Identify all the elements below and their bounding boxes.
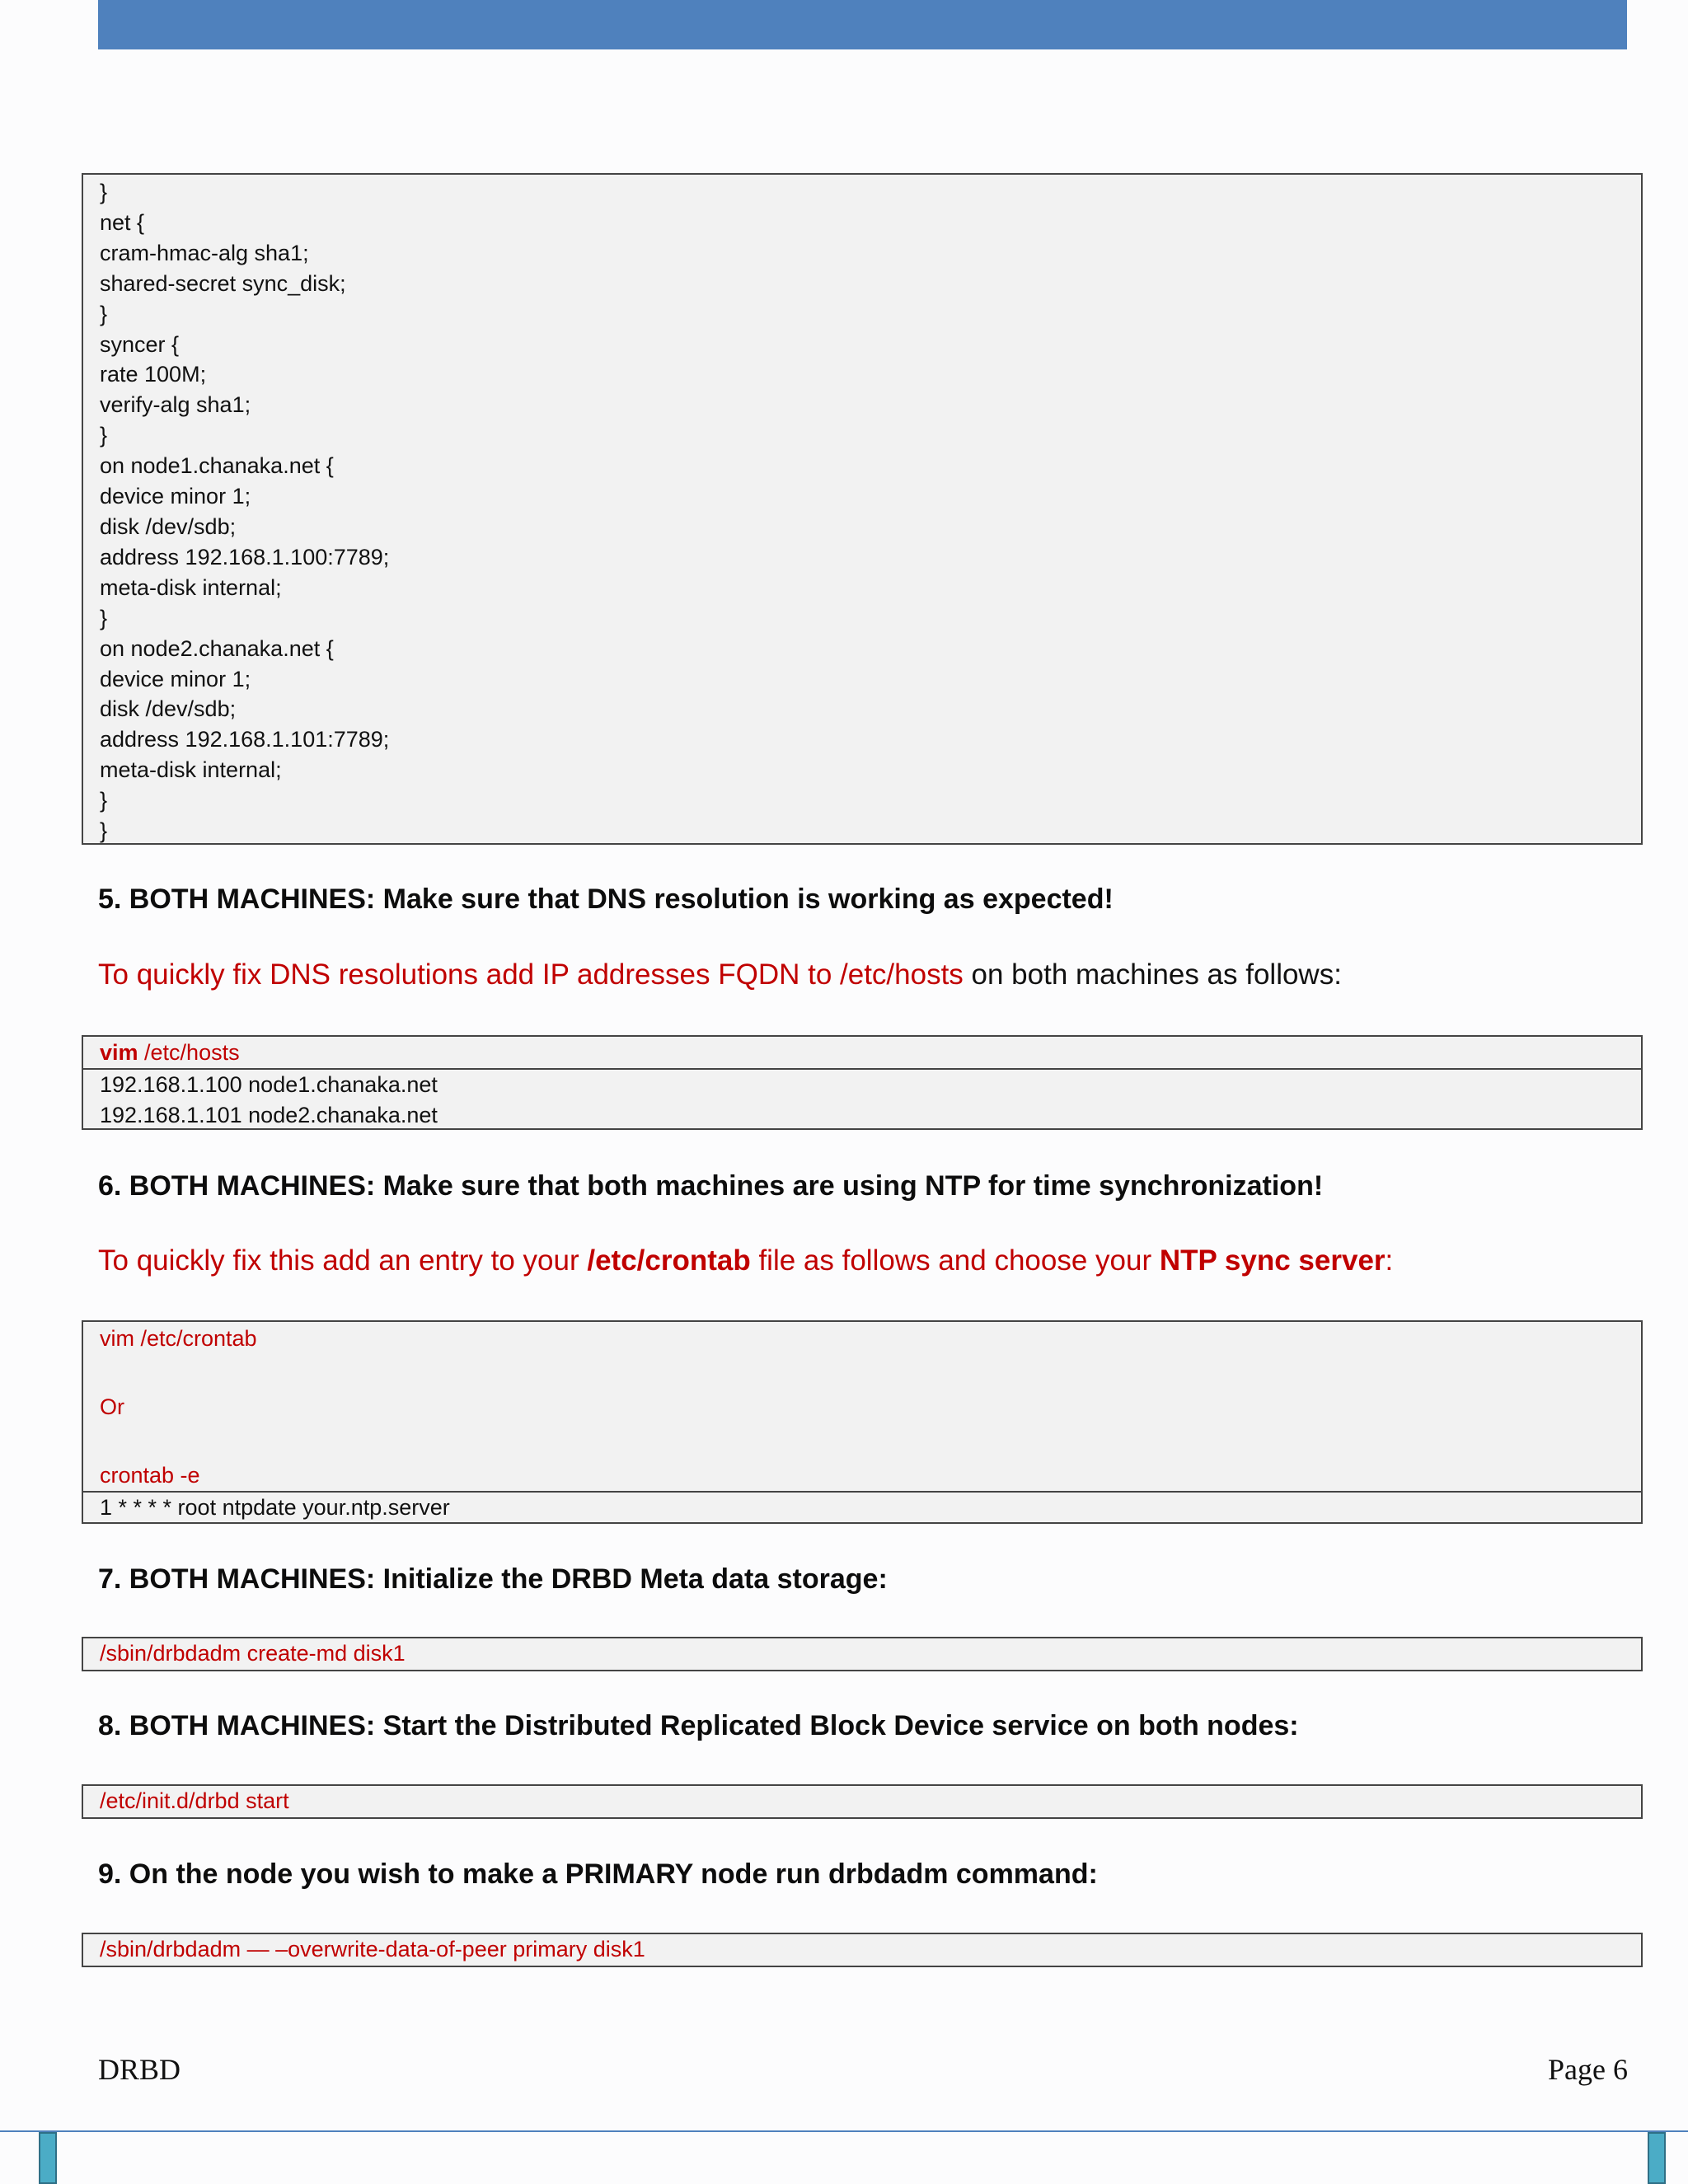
create-md-command: /sbin/drbdadm create-md disk1 [100, 1641, 406, 1666]
drbd-start-code-block [82, 1784, 1643, 1819]
step6-para-3: : [1385, 1244, 1394, 1277]
config-line: disk /dev/sdb; [100, 513, 237, 539]
step6-heading: 6. BOTH MACHINES: Make sure that both machines are using NTP for time synchronization! [98, 1170, 1324, 1202]
config-line: shared-secret sync_disk; [100, 270, 346, 296]
crontab-or: Or [100, 1394, 124, 1419]
hosts-command [83, 1037, 1641, 1068]
config-line: device minor 1; [100, 484, 251, 509]
config-line: } [100, 788, 108, 813]
config-line: verify-alg sha1; [100, 392, 251, 418]
config-line: syncer { [100, 331, 180, 357]
step5-para-black: on both machines as follows: [963, 958, 1342, 991]
hosts-line-2: 192.168.1.101 node2.chanaka.net [100, 1102, 438, 1127]
config-lines [83, 177, 1641, 846]
drbd-start-command: /etc/init.d/drbd start [100, 1788, 289, 1813]
config-code-block [82, 173, 1643, 845]
footer-tab-left [39, 2132, 57, 2184]
hosts-code-block [82, 1035, 1643, 1130]
hosts-cmd-bold: vim [100, 1040, 138, 1065]
step7-heading: 7. BOTH MACHINES: Initialize the DRBD Meta data storage: [98, 1563, 888, 1595]
step8-heading: 8. BOTH MACHINES: Start the Distributed Replicated Block Device service on both nodes: [98, 1710, 1299, 1741]
crontab-entry: 1 * * * * root ntpdate your.ntp.server [100, 1494, 450, 1520]
config-line: cram-hmac-alg sha1; [100, 240, 309, 265]
hosts-line-1: 192.168.1.100 node1.chanaka.net [100, 1071, 438, 1097]
header-band [98, 0, 1627, 49]
step6-para-bold-2: NTP sync server [1159, 1244, 1386, 1277]
config-line: } [100, 818, 108, 844]
config-line: } [100, 605, 108, 630]
config-line: } [100, 423, 108, 448]
config-line: meta-disk internal; [100, 757, 282, 783]
primary-command: /sbin/drbdadm — –overwrite-data-of-peer primary disk1 [100, 1937, 645, 1961]
footer-doc-title: DRBD [98, 2053, 181, 2086]
step9-heading: 9. On the node you wish to make a PRIMARY node run drbdadm command: [98, 1858, 1098, 1890]
config-line: net { [100, 209, 145, 235]
config-line: on node1.chanaka.net { [100, 453, 334, 479]
config-line: on node2.chanaka.net { [100, 635, 334, 661]
step6-para-2: file as follows and choose your [750, 1244, 1160, 1277]
step6-para-bold-1: /etc/crontab [587, 1244, 751, 1277]
step5-para-red: To quickly fix DNS resolutions add IP addresses FQDN to /etc/hosts [98, 958, 964, 991]
config-line: disk /dev/sdb; [100, 696, 237, 722]
step6-para-1: To quickly fix this add an entry to your [98, 1244, 588, 1277]
crontab-cmd1: vim /etc/crontab [100, 1326, 257, 1351]
config-line: meta-disk internal; [100, 574, 282, 600]
config-line: rate 100M; [100, 362, 207, 387]
config-line: device minor 1; [100, 666, 251, 691]
crontab-code-block [82, 1320, 1643, 1524]
create-md-code-block [82, 1637, 1643, 1671]
step5-paragraph [98, 958, 1342, 991]
step6-paragraph [98, 1244, 1393, 1277]
step5-heading: 5. BOTH MACHINES: Make sure that DNS resolution is working as expected! [98, 883, 1114, 915]
footer-page-number: Page 6 [1548, 2053, 1628, 2086]
config-line: } [100, 180, 108, 204]
footer-tab-right [1648, 2132, 1666, 2184]
config-line: address 192.168.1.100:7789; [100, 544, 390, 569]
hosts-cmd-rest: /etc/hosts [138, 1040, 240, 1065]
config-line: address 192.168.1.101:7789; [100, 727, 390, 752]
footer-rule [0, 2130, 1688, 2132]
crontab-cmd2: crontab -e [100, 1462, 200, 1488]
primary-code-block [82, 1933, 1643, 1967]
config-line: } [100, 301, 108, 326]
